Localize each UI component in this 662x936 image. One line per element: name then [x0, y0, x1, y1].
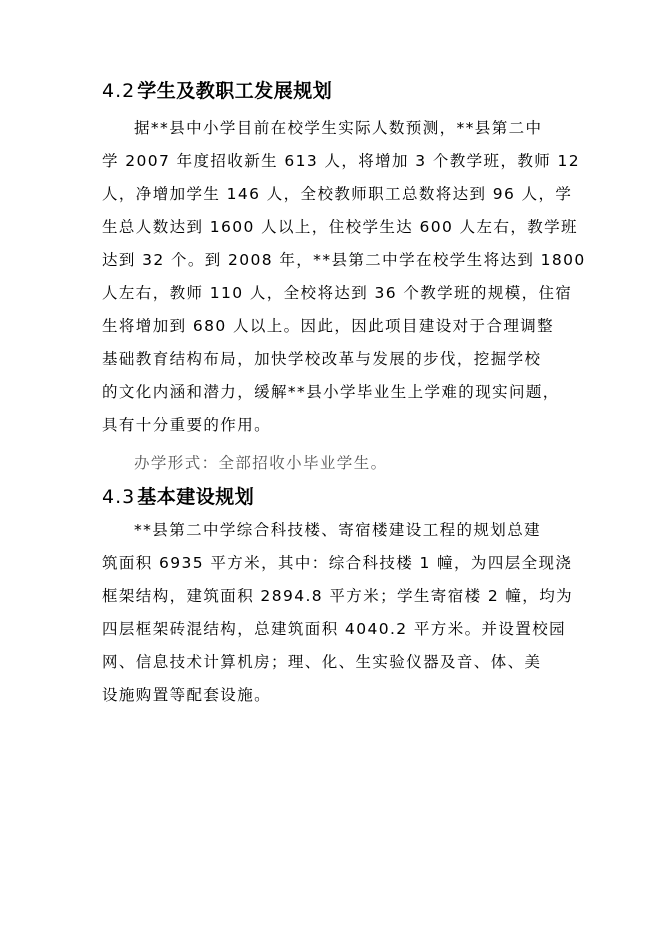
paragraph-line: **县第二中学综合科技楼、寄宿楼建设工程的规划总建: [134, 521, 542, 539]
paragraph-line: 基础教育结构布局，加快学校改革与发展的步伐，挖掘学校: [102, 350, 542, 368]
paragraph-line: 据**县中小学目前在校学生实际人数预测，**县第二中: [134, 119, 543, 137]
paragraph-line: 学 2007 年度招收新生 613 人，将增加 3 个教学班，教师 12: [102, 152, 581, 170]
section-title: 基本建设规划: [137, 486, 255, 508]
paragraph-line: 生总人数达到 1600 人以上，住校学生达 600 人左右，教学班: [102, 218, 578, 236]
paragraph-line: 人左右，教师 110 人，全校将达到 36 个教学班的规模，住宿: [102, 284, 573, 302]
paragraph-line: 框架结构，建筑面积 2894.8 平方米；学生寄宿楼 2 幢，均为: [102, 587, 574, 605]
paragraph-line: 具有十分重要的作用。: [102, 416, 272, 434]
paragraph-line: 达到 32 个。到 2008 年，**县第二中学在校学生将达到 1800: [102, 251, 586, 269]
paragraph-line: 生将增加到 680 人以上。因此，因此项目建设对于合理调整: [102, 317, 555, 335]
section-heading-4-2: [102, 79, 332, 103]
paragraph-line: 人，净增加学生 146 人，全校教师职工总数将达到 96 人，学: [102, 185, 573, 203]
section-number: 4.3: [102, 486, 136, 508]
paragraph-student-staff-plan: [102, 112, 586, 442]
section-number: 4.2: [102, 80, 136, 102]
paragraph-school-form: [102, 447, 562, 480]
paragraph-line: 网、信息技术计算机房；理、化、生实验仪器及音、体、美: [102, 653, 542, 671]
paragraph-line: 设施购置等配套设施。: [102, 686, 272, 704]
section-heading-4-3: [102, 485, 254, 509]
paragraph-line: 筑面积 6935 平方米，其中：综合科技楼 1 幢，为四层全现浇: [102, 554, 573, 572]
paragraph-line: 的文化内涵和潜力，缓解**县小学毕业生上学难的现实问题，: [102, 383, 560, 401]
paragraph-construction-plan: [102, 514, 574, 712]
section-title: 学生及教职工发展规划: [137, 80, 333, 102]
paragraph-line: 四层框架砖混结构，总建筑面积 4040.2 平方米。并设置校园: [102, 620, 566, 638]
school-form-text: 办学形式：全部招收小毕业学生。: [134, 454, 388, 472]
